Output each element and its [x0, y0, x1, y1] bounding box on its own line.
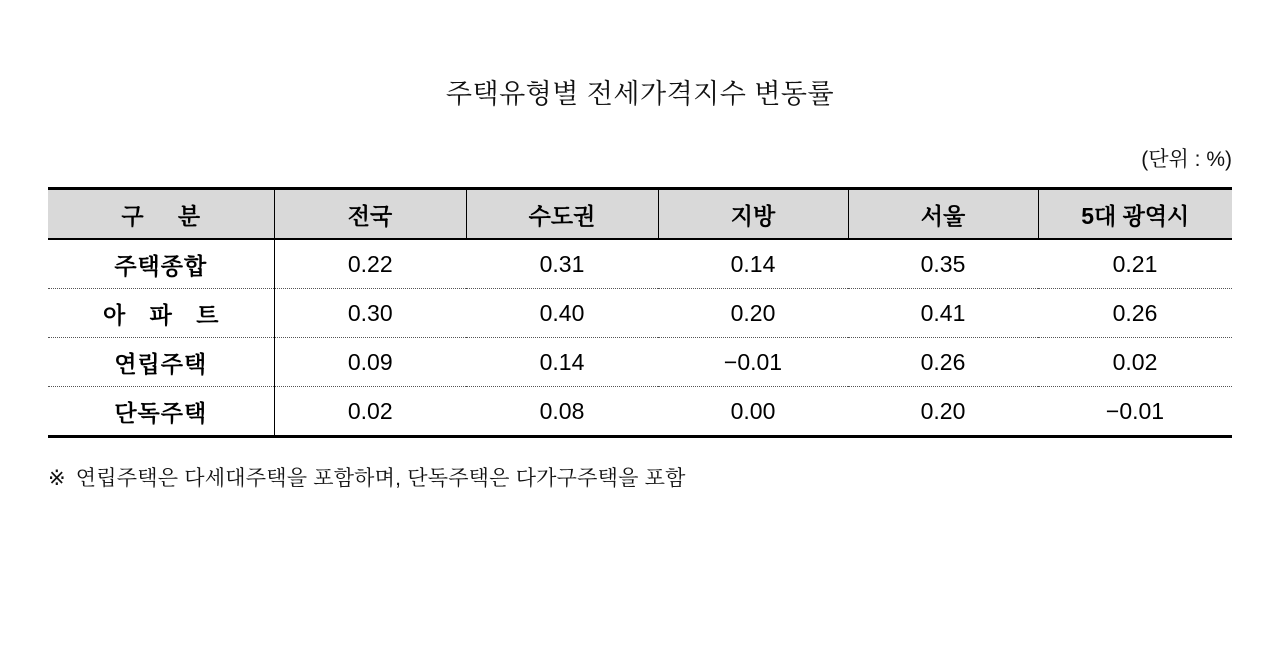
cell-total-housing-nationwide: 0.22 [274, 239, 466, 289]
table-container [48, 187, 1232, 438]
cell-apartment-five-metro-cities: 0.26 [1038, 289, 1232, 338]
unit-note: (단위 : %) [1141, 148, 1232, 171]
cell-apartment-capital-area: 0.40 [466, 289, 658, 338]
column-header-five-metro-cities: 5대 광역시 [1038, 189, 1232, 240]
table-row [48, 289, 1232, 338]
footnote [48, 462, 1232, 492]
column-header-seoul: 서울 [848, 189, 1038, 240]
column-header-capital-area: 수도권 [466, 189, 658, 240]
cell-row-house-provinces: −0.01 [658, 338, 848, 387]
cell-total-housing-seoul: 0.35 [848, 239, 1038, 289]
page-title: 주택유형별 전세가격지수 변동률 [445, 79, 835, 109]
row-label-row-house: 연립주택 [48, 338, 274, 387]
footnote-text: 연립주택은 다세대주택을 포함하며, 단독주택은 다가구주택을 포함 [75, 467, 686, 490]
cell-row-house-capital-area: 0.14 [466, 338, 658, 387]
table-row [48, 338, 1232, 387]
cell-apartment-nationwide: 0.30 [274, 289, 466, 338]
cell-row-house-five-metro-cities: 0.02 [1038, 338, 1232, 387]
column-header-provinces: 지방 [658, 189, 848, 240]
cell-apartment-seoul: 0.41 [848, 289, 1038, 338]
cell-total-housing-five-metro-cities: 0.21 [1038, 239, 1232, 289]
cell-detached-house-nationwide: 0.02 [274, 387, 466, 437]
cell-apartment-provinces: 0.20 [658, 289, 848, 338]
cell-total-housing-capital-area: 0.31 [466, 239, 658, 289]
document-page [0, 72, 1280, 660]
cell-row-house-seoul: 0.26 [848, 338, 1038, 387]
cell-detached-house-seoul: 0.20 [848, 387, 1038, 437]
column-header-division: 구 분 [48, 189, 274, 240]
footnote-mark-icon: ※ [48, 467, 66, 490]
column-header-nationwide: 전국 [274, 189, 466, 240]
table-row [48, 239, 1232, 289]
table-row [48, 387, 1232, 437]
cell-total-housing-provinces: 0.14 [658, 239, 848, 289]
row-label-total-housing: 주택종합 [48, 239, 274, 289]
table-header-row [48, 189, 1232, 240]
cell-detached-house-five-metro-cities: −0.01 [1038, 387, 1232, 437]
cell-detached-house-provinces: 0.00 [658, 387, 848, 437]
jeonse-price-index-table [48, 187, 1232, 438]
row-label-detached-house: 단독주택 [48, 387, 274, 437]
cell-detached-house-capital-area: 0.08 [466, 387, 658, 437]
cell-row-house-nationwide: 0.09 [274, 338, 466, 387]
row-label-apartment: 아 파 트 [48, 289, 274, 338]
